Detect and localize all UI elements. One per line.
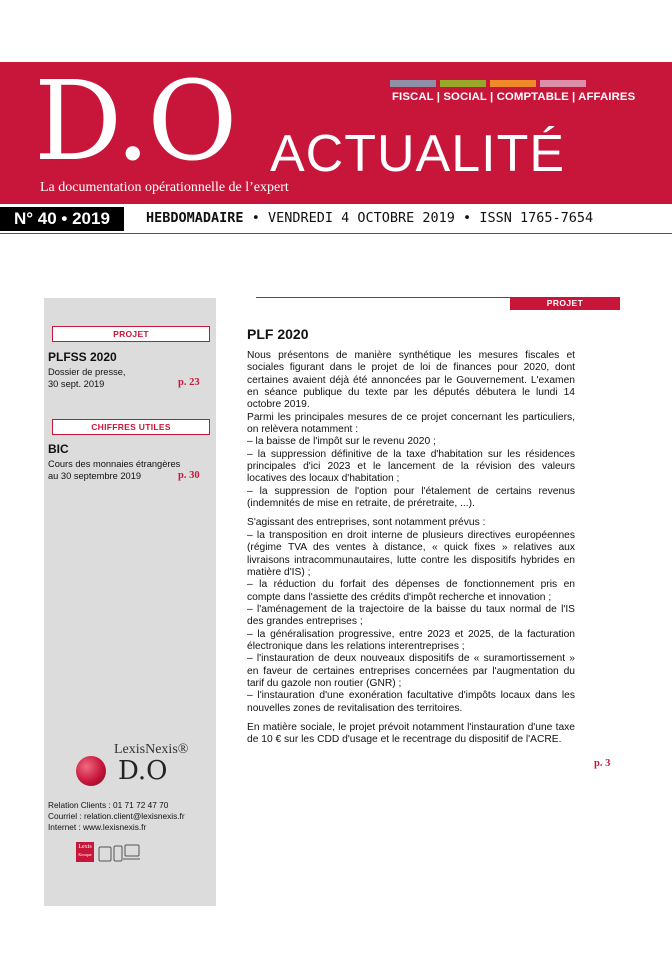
devices-icon <box>98 844 140 862</box>
sidebar-category-chiffres-utiles: CHIFFRES UTILES <box>52 419 210 435</box>
sidebar-item-page-link[interactable]: p. 23 <box>178 377 200 388</box>
issue-separator: • <box>251 210 260 226</box>
do-product-logo: D.O <box>118 756 168 786</box>
color-tab-fiscal <box>390 80 436 87</box>
sidebar-item-title[interactable]: BIC <box>48 442 69 456</box>
lexisnexis-wordmark: LexisNexis® <box>114 742 189 757</box>
contact-website[interactable]: Internet : www.lexisnexis.fr <box>48 822 147 832</box>
sidebar-item-title[interactable]: PLFSS 2020 <box>48 350 117 364</box>
color-tab-affaires <box>540 80 586 87</box>
issue-meta <box>146 210 593 226</box>
issue-separator: • <box>463 210 472 226</box>
issue-issn: ISSN 1765-7654 <box>479 210 594 226</box>
article-paragraph: S'agissant des entreprises, sont notamment prévus : <box>247 517 486 529</box>
article-paragraph: En matière sociale, le projet prévoit notamment l'instauration d'une taxe de 10 € sur les CDD d'usage et le recentrage du dispositif de l'ACRE. <box>247 721 575 746</box>
brand-logo-do: D.O <box>34 57 235 185</box>
article-body <box>247 350 575 747</box>
color-tab-comptable <box>490 80 536 87</box>
article-bullet: – la suppression de l'option pour l'étalement de certains revenus (indemnités de mise en retraite, de préretraite, ...). <box>247 485 575 510</box>
issue-date: VENDREDI 4 OCTOBRE 2019 <box>267 210 455 226</box>
article-bullet: – la suppression définitive de la taxe d'habitation sur les résidences principales d'ici 2023 et le lancement de la révision des valeurs locatives des locaux d'habitation ; <box>247 448 575 485</box>
article-bullet: – l'aménagement de la trajectoire de la baisse du taux normal de l'IS des grandes entreprises ; <box>247 603 575 628</box>
article-paragraph: Parmi les principales mesures de ce projet concernant les particuliers, on relèvera notamment : <box>247 411 575 436</box>
section-list: FISCAL | SOCIAL | COMPTABLE | AFFAIRES <box>392 91 636 103</box>
article-bullet: – l'instauration d'une exonération facultative d'impôts locaux dans les nouvelles zones de revitalisation des territoires. <box>247 690 575 714</box>
article-bullet: – l'instauration de deux nouveaux dispositifs de « suramortissement » en faveur de certaines entreprises concernées par l'augmentation du tarif du gazole non routier (GNR) ; <box>247 653 575 689</box>
sidebar-category-projet: PROJET <box>52 326 210 342</box>
article-bullet: – la baisse de l'impôt sur le revenu 2020 ; <box>247 436 436 448</box>
tagline: La documentation opérationnelle de l’expert <box>40 180 289 195</box>
article-page-link[interactable]: p. 3 <box>594 758 611 769</box>
sidebar-item-description: Cours des monnaies étrangères au 30 septembre 2019 <box>48 459 181 481</box>
article-bullet: – la généralisation progressive, entre 2023 et 2025, de la facturation électronique dans les relations interentreprises ; <box>247 628 575 652</box>
article-paragraph: Nous présentons de manière synthétique les mesures fiscales et sociales figurant dans le projet de loi de finances pour 2020, dont certaines avaient déjà été annoncées par le Gouvernement. L'examen en séance publique du texte par les députés débutera le lundi 14 octobre 2019. <box>247 350 575 411</box>
issue-number: N° 40 • 2019 <box>0 207 124 231</box>
lexisnexis-logo-icon <box>76 756 106 786</box>
color-tab-social <box>440 80 486 87</box>
sidebar-item-page-link[interactable]: p. 30 <box>178 470 200 481</box>
issue-divider <box>0 233 672 234</box>
article-category: PROJET <box>510 297 620 310</box>
article-title: PLF 2020 <box>247 326 309 342</box>
article-bullet: – la transposition en droit interne de plusieurs directives européennes (régime TVA des ventes à distance, « quick fixes » relatives aux livraisons intracommunautaires, lutte contre les dispositifs hybrides en matière d'IS) ; <box>247 529 575 578</box>
contact-email[interactable]: Courriel : relation.client@lexisnexis.fr <box>48 811 185 821</box>
issue-frequency: HEBDOMADAIRE <box>146 210 244 226</box>
lexis-kiosque-icon[interactable]: Lexis Kiosque <box>76 842 94 862</box>
article-bullet: – la réduction du forfait des dépenses de fonctionnement pris en compte dans l'assiette des crédits d'impôt recherche et innovation ; <box>247 579 575 603</box>
sidebar-item-description: Dossier de presse, 30 sept. 2019 <box>48 367 126 389</box>
brand-logo-actualite: ACTUALITÉ <box>270 125 566 183</box>
contact-phone: Relation Clients : 01 71 72 47 70 <box>48 800 169 810</box>
section-color-tabs <box>390 80 586 87</box>
